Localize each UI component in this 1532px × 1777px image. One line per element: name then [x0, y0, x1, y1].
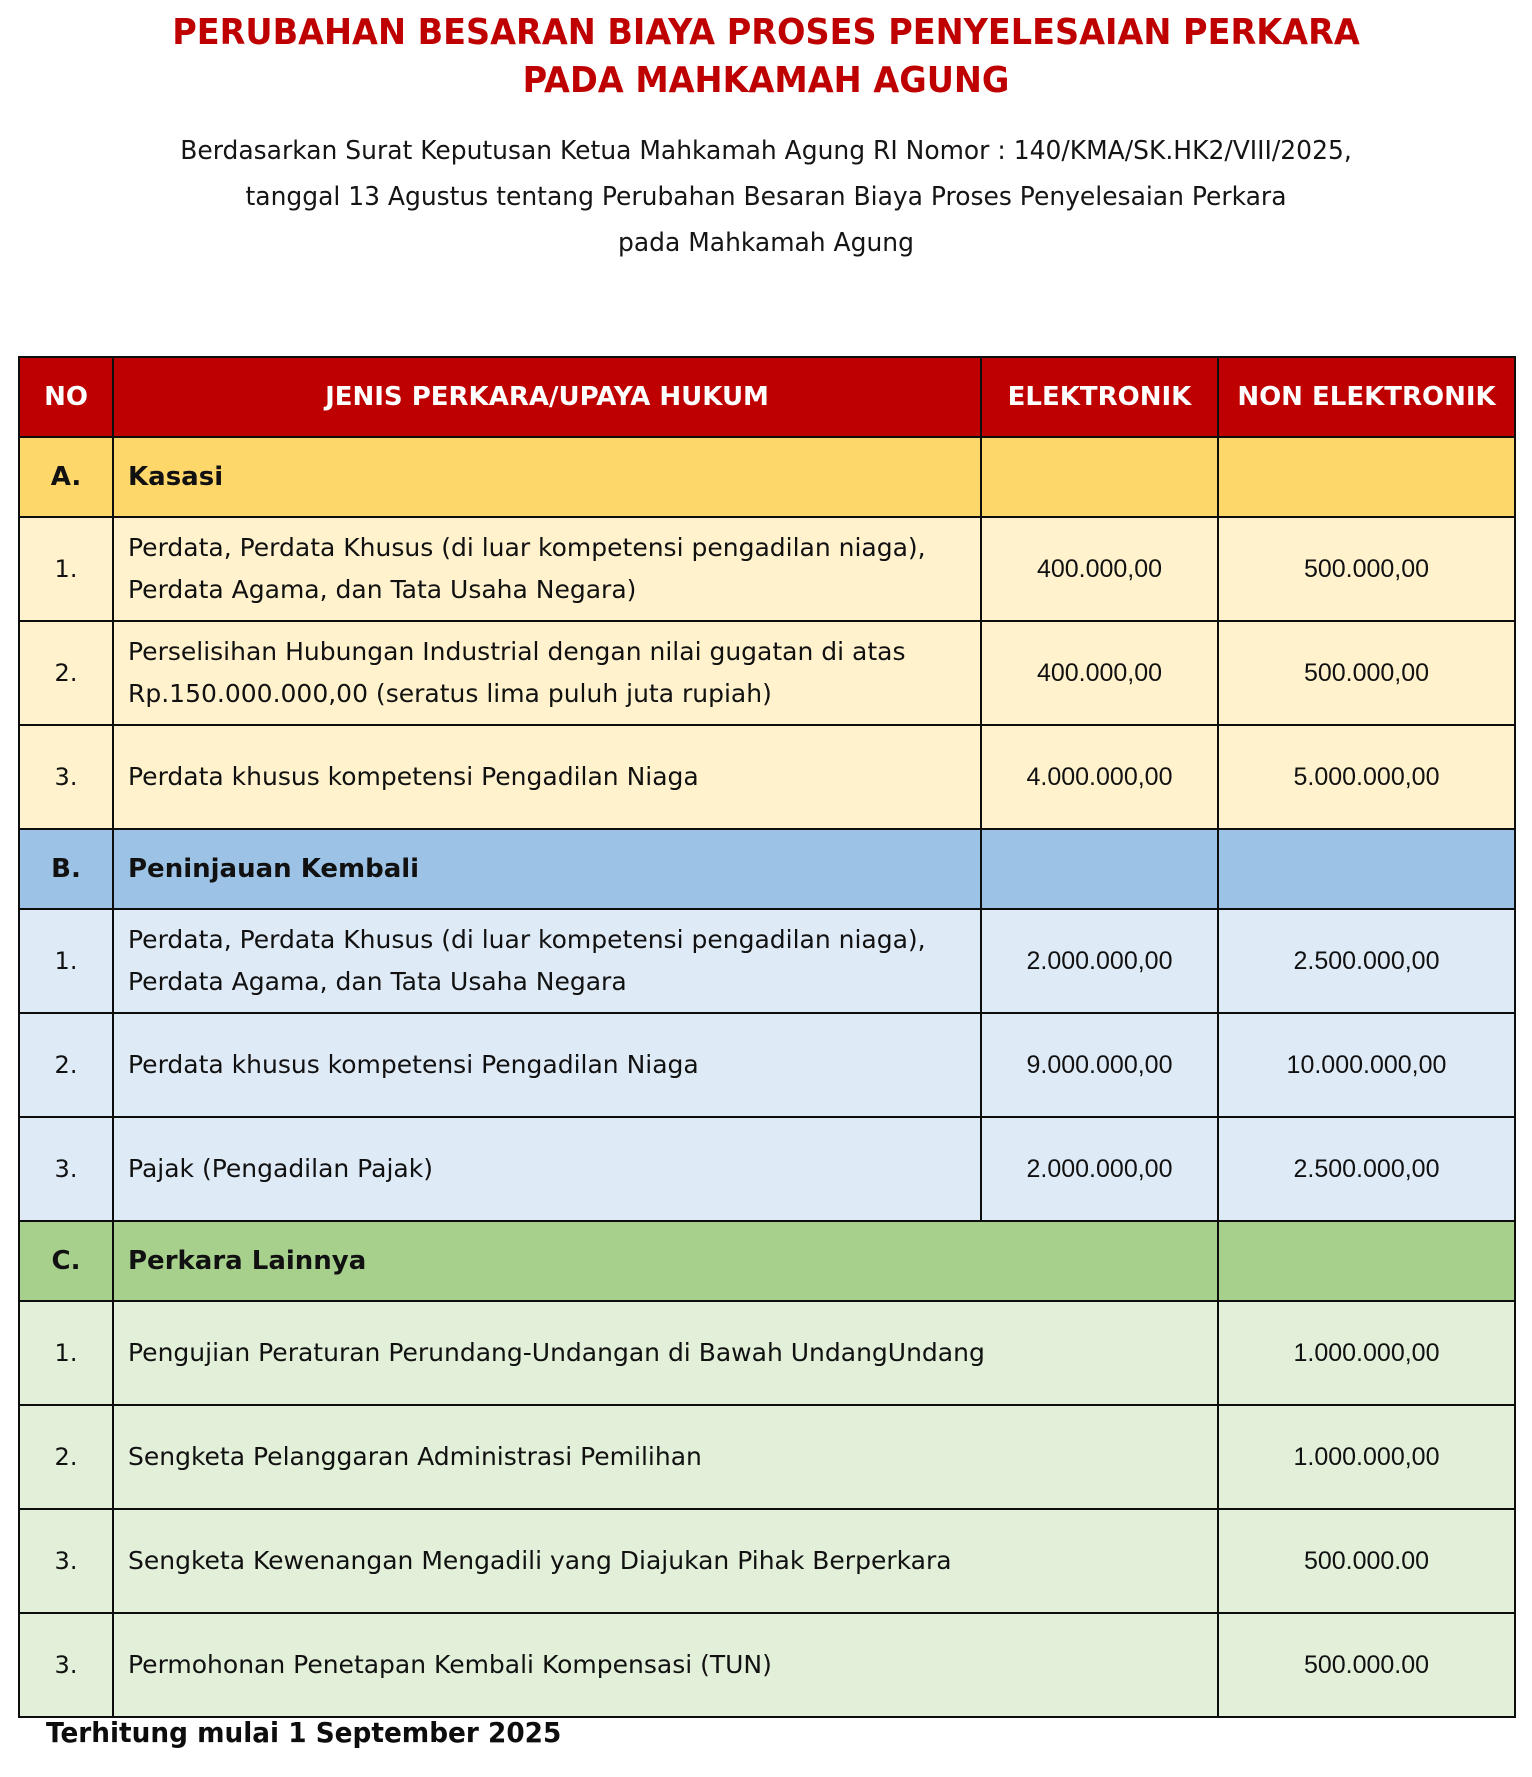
row-number: 3. [19, 1117, 113, 1221]
non-electronic-fee: 1.000.000,00 [1218, 1301, 1515, 1405]
empty-cell [1218, 437, 1515, 517]
section-title: Kasasi [113, 437, 981, 517]
page-title-line-2: PADA MAHKAMAH AGUNG [522, 60, 1010, 101]
section-title: Perkara Lainnya [113, 1221, 1218, 1301]
effective-date-note: Terhitung mulai 1 September 2025 [46, 1716, 562, 1749]
non-electronic-fee: 10.000.000,00 [1218, 1013, 1515, 1117]
case-description: Pajak (Pengadilan Pajak) [113, 1117, 981, 1221]
case-description: Perselisihan Hubungan Industrial dengan nilai gugatan di atas Rp.150.000.000,00 (seratus lima puluh juta rupiah) [113, 621, 981, 725]
row-number: 1. [19, 1301, 113, 1405]
row-number: 1. [19, 909, 113, 1013]
case-description: Perdata khusus kompetensi Pengadilan Niaga [113, 1013, 981, 1117]
electronic-fee: 9.000.000,00 [981, 1013, 1218, 1117]
row-number: 2. [19, 1405, 113, 1509]
table-row [19, 517, 1515, 621]
row-number: 1. [19, 517, 113, 621]
table-row [19, 1301, 1515, 1405]
row-number: 2. [19, 621, 113, 725]
empty-cell [1218, 1221, 1515, 1301]
column-header-electronic: ELEKTRONIK [981, 357, 1218, 437]
non-electronic-fee: 500.000,00 [1218, 517, 1515, 621]
table-row [19, 725, 1515, 829]
case-description: Sengketa Kewenangan Mengadili yang Diajukan Pihak Berperkara [113, 1509, 1218, 1613]
case-description: Permohonan Penetapan Kembali Kompensasi (TUN) [113, 1613, 1218, 1717]
table-row [19, 1117, 1515, 1221]
decree-reference-line-3: pada Mahkamah Agung [618, 228, 914, 258]
row-number: 3. [19, 1613, 113, 1717]
table-row [19, 1405, 1515, 1509]
table-row [19, 1013, 1515, 1117]
non-electronic-fee: 1.000.000,00 [1218, 1405, 1515, 1509]
case-description: Pengujian Peraturan Perundang-Undangan di Bawah UndangUndang [113, 1301, 1218, 1405]
table-row [19, 1613, 1515, 1717]
decree-reference-line-1: Berdasarkan Surat Keputusan Ketua Mahkamah Agung RI Nomor : 140/KMA/SK.HK2/VIII/2025, [180, 136, 1352, 166]
section-row-peninjauan-kembali [19, 829, 1515, 909]
case-description: Perdata khusus kompetensi Pengadilan Niaga [113, 725, 981, 829]
decree-reference-line-2: tanggal 13 Agustus tentang Perubahan Besaran Biaya Proses Penyelesaian Perkara [245, 182, 1287, 212]
row-number: 3. [19, 725, 113, 829]
section-number: A. [19, 437, 113, 517]
row-number: 2. [19, 1013, 113, 1117]
non-electronic-fee: 500.000,00 [1218, 621, 1515, 725]
non-electronic-fee: 500.000.00 [1218, 1509, 1515, 1613]
case-description: Sengketa Pelanggaran Administrasi Pemilihan [113, 1405, 1218, 1509]
case-description: Perdata, Perdata Khusus (di luar kompetensi pengadilan niaga), Perdata Agama, dan Tata Usaha Negara) [113, 517, 981, 621]
empty-cell [1218, 829, 1515, 909]
row-number: 3. [19, 1509, 113, 1613]
page-title-line-1: PERUBAHAN BESARAN BIAYA PROSES PENYELESAIAN PERKARA [172, 12, 1360, 53]
table-row [19, 909, 1515, 1013]
case-description: Perdata, Perdata Khusus (di luar kompetensi pengadilan niaga), Perdata Agama, dan Tata Usaha Negara [113, 909, 981, 1013]
section-row-kasasi [19, 437, 1515, 517]
non-electronic-fee: 2.500.000,00 [1218, 909, 1515, 1013]
empty-cell [981, 437, 1218, 517]
empty-cell [981, 829, 1218, 909]
table-row [19, 621, 1515, 725]
non-electronic-fee: 2.500.000,00 [1218, 1117, 1515, 1221]
section-number: B. [19, 829, 113, 909]
section-number: C. [19, 1221, 113, 1301]
column-header-no: NO [19, 357, 113, 437]
electronic-fee: 4.000.000,00 [981, 725, 1218, 829]
section-title: Peninjauan Kembali [113, 829, 981, 909]
column-header-case-type: JENIS PERKARA/UPAYA HUKUM [113, 357, 981, 437]
electronic-fee: 400.000,00 [981, 621, 1218, 725]
section-row-perkara-lainnya [19, 1221, 1515, 1301]
table-header-row [19, 357, 1515, 437]
fee-table [18, 356, 1516, 1718]
table-row [19, 1509, 1515, 1613]
non-electronic-fee: 5.000.000,00 [1218, 725, 1515, 829]
column-header-non-electronic: NON ELEKTRONIK [1218, 357, 1515, 437]
electronic-fee: 2.000.000,00 [981, 909, 1218, 1013]
electronic-fee: 2.000.000,00 [981, 1117, 1218, 1221]
non-electronic-fee: 500.000.00 [1218, 1613, 1515, 1717]
electronic-fee: 400.000,00 [981, 517, 1218, 621]
